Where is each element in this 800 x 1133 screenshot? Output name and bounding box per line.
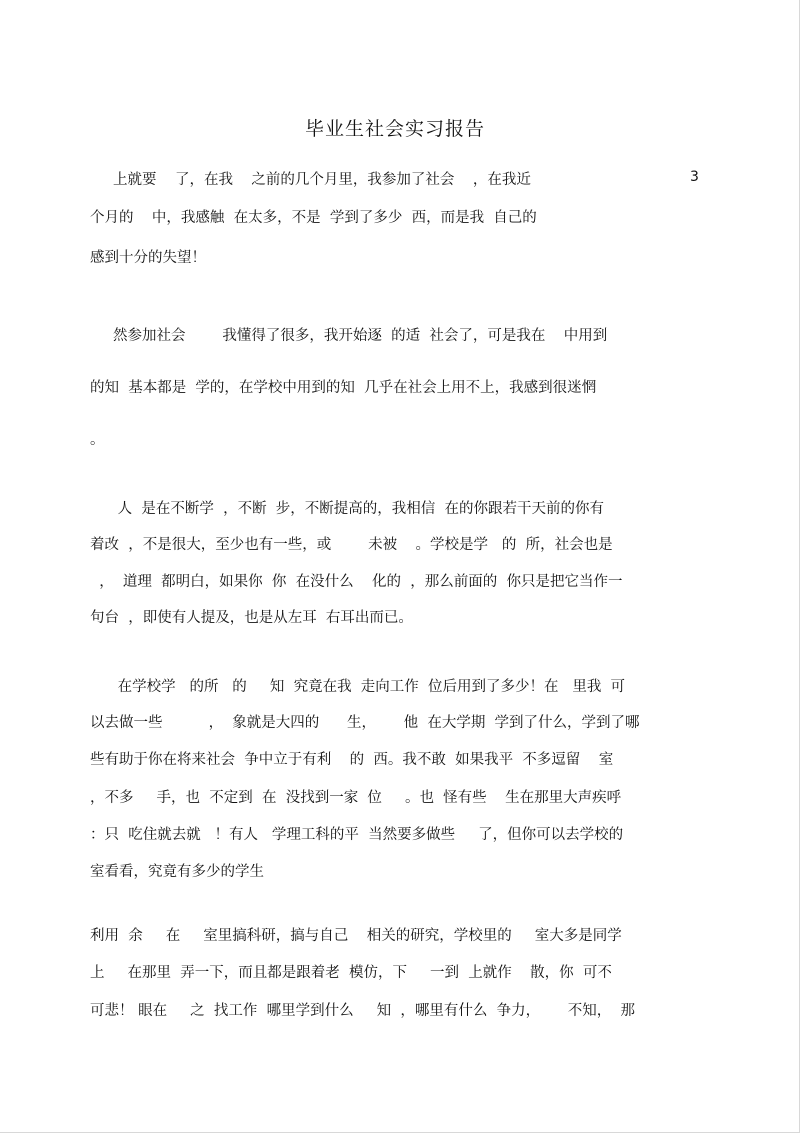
text-line: 上就要 了，在我 之前的几个月里，我参加了社会 ，在我近 <box>90 172 531 188</box>
text-line: 上 在那里 弄一下，而且都是跟着老 模仿，下 一到 上就作 散，你 可不 <box>90 965 612 981</box>
text-line: 以去做一些 ， 象就是大四的 生， 他 在大学期 学到了什么，学到了哪 <box>90 715 640 731</box>
text-line: 在学校学 的所 的 知 究竟在我 走向工作 位后用到了多少！在 里我 可 <box>90 679 626 695</box>
text-line: ，不多 手，也 不定到 在 没找到一家 位 。也 怪有些 生在那里大声疾呼 <box>90 790 622 806</box>
text-line: 室看看，究竟有多少的学生 <box>90 864 264 880</box>
text-line: 的知 基本都是 学的，在学校中用到的知 几乎在社会上用不上，我感到很迷惘 <box>90 380 597 396</box>
text-line: 感到十分的失望！ <box>90 250 206 266</box>
document-title: 毕业生社会实习报告 <box>304 118 485 140</box>
text-line: 些有助于你在将来社会 争中立于有利 的 西。我不敢 如果我平 不多逗留 室 <box>90 752 614 768</box>
text-line: 可悲！ 眼在 之 找工作 哪里学到什么 知 ，哪里有什么 争力， 不知， 那 <box>90 1003 635 1019</box>
text-line: 着改 ，不是很大，至少也有一些，或 未被 。学校是学 的 所，社会也是 <box>90 537 613 553</box>
text-line: ：只 吃住就去就 ！有人 学理工科的平 当然要多做些 了，但你可以去学校的 <box>90 827 624 843</box>
text-line: 句台 ，即使有人提及，也是从左耳 右耳出而已。 <box>90 610 413 626</box>
text-line: ， 道理 都明白，如果你 你 在没什么 化的 ，那么前面的 你只是把它当作一 <box>90 574 623 590</box>
text-line: 利用 余 在 室里搞科研，搞与自己 相关的研究，学校里的 室大多是同学 <box>90 928 622 944</box>
text-line: 人 是在不断学 ，不断 步，不断提高的，我相信 在的你跟若干天前的你有 <box>90 501 605 517</box>
side-number: 3 <box>690 169 699 185</box>
text-line: 然参加社会 我懂得了很多，我开始逐 的适 社会了，可是我在 中用到 <box>90 328 608 344</box>
text-line: 。 <box>90 432 105 448</box>
text-line: 个月的 中，我感触 在太多，不是 学到了多少 西，而是我 自己的 <box>90 210 537 226</box>
